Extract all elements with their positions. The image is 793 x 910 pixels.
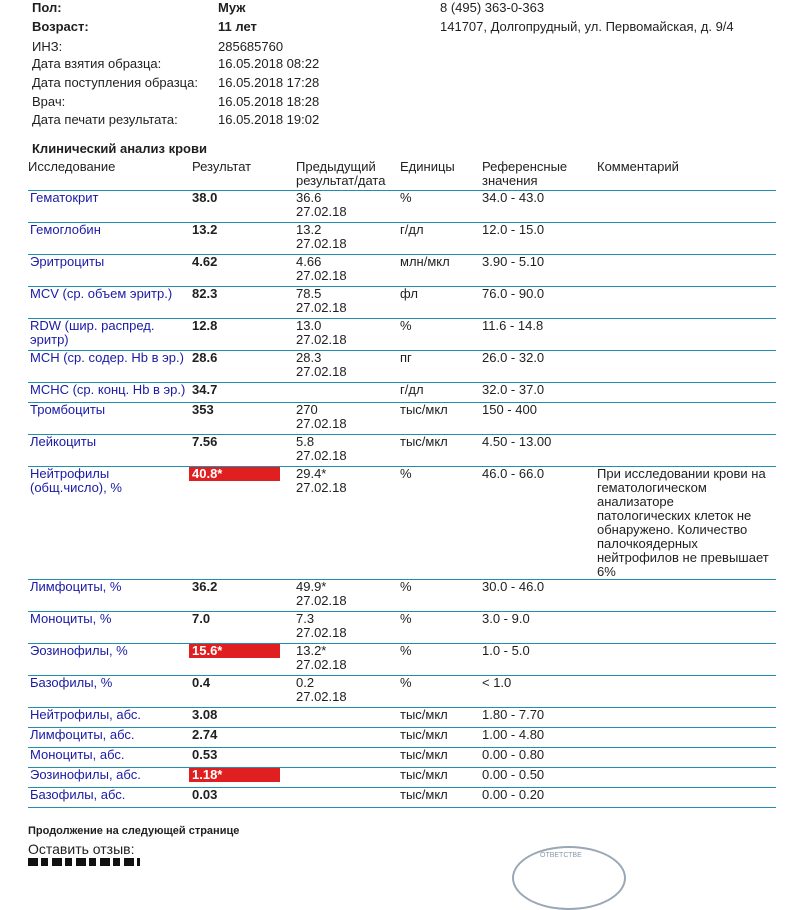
abnormal-flag: 15.6* [189, 644, 280, 658]
doctor-value: 16.05.2018 18:28 [218, 94, 320, 109]
units: % [400, 676, 482, 708]
previous-result [296, 788, 400, 808]
result-value: 13.2 [192, 223, 296, 255]
result-value: 7.0 [192, 612, 296, 644]
previous-result: 0.2 27.02.18 [296, 676, 400, 708]
previous-result [296, 708, 400, 728]
result-value [192, 467, 296, 580]
comment [597, 708, 776, 728]
table-header [28, 160, 776, 191]
test-name[interactable]: Лимфоциты, абс. [28, 728, 192, 748]
previous-result: 270 27.02.18 [296, 403, 400, 435]
reference-range: 46.0 - 66.0 [482, 467, 597, 580]
sample-received-value: 16.05.2018 17:28 [218, 75, 320, 90]
previous-result: 28.3 27.02.18 [296, 351, 400, 383]
reference-range: 0.00 - 0.50 [482, 768, 597, 788]
print-date-label: Дата печати результата: [32, 112, 178, 127]
previous-result: 7.3 27.02.18 [296, 612, 400, 644]
doctor-label: Врач: [32, 94, 66, 109]
previous-result [296, 748, 400, 768]
units: % [400, 580, 482, 612]
lab-phone: 8 (495) 363-0-363 [440, 0, 545, 15]
test-name[interactable]: MCHC (ср. конц. Hb в эр.) [28, 383, 192, 403]
comment [597, 191, 776, 223]
units: тыс/мкл [400, 768, 482, 788]
comment [597, 612, 776, 644]
reference-range: 3.0 - 9.0 [482, 612, 597, 644]
comment [597, 287, 776, 319]
table-row [28, 708, 776, 728]
units: пг [400, 351, 482, 383]
previous-result: 13.0 27.02.18 [296, 319, 400, 351]
lab-address: 141707, Долгопрудный, ул. Первомайская, д. 9/4 [440, 19, 734, 34]
units: % [400, 191, 482, 223]
table-row [28, 644, 776, 676]
units: млн/мкл [400, 255, 482, 287]
abnormal-flag: 1.18* [189, 768, 280, 782]
units: фл [400, 287, 482, 319]
test-name[interactable]: RDW (шир. распред. эритр) [28, 319, 192, 351]
units: тыс/мкл [400, 728, 482, 748]
table-row [28, 351, 776, 383]
sample-received-label: Дата поступления образца: [32, 75, 198, 90]
comment: При исследовании крови на гематологическом анализаторе патологических клеток не обнаружено. Количество палочкоядерных нейтрофилов не превышает 6% [597, 467, 776, 580]
table-row [28, 612, 776, 644]
results-table [28, 160, 776, 808]
result-value: 7.56 [192, 435, 296, 467]
reference-range: 32.0 - 37.0 [482, 383, 597, 403]
result-value: 0.53 [192, 748, 296, 768]
reference-range: 12.0 - 15.0 [482, 223, 597, 255]
reference-range: 150 - 400 [482, 403, 597, 435]
qr-code[interactable] [28, 858, 140, 866]
result-value: 82.3 [192, 287, 296, 319]
previous-result: 29.4* 27.02.18 [296, 467, 400, 580]
reference-range: 3.90 - 5.10 [482, 255, 597, 287]
comment [597, 580, 776, 612]
result-value: 2.74 [192, 728, 296, 748]
table-row [28, 403, 776, 435]
section-title: Клинический анализ крови [32, 141, 207, 156]
table-row [28, 223, 776, 255]
units: % [400, 467, 482, 580]
test-name[interactable]: Гемоглобин [28, 223, 192, 255]
table-row [28, 676, 776, 708]
previous-result [296, 383, 400, 403]
units: тыс/мкл [400, 403, 482, 435]
sex-label: Пол: [32, 0, 62, 15]
reference-range: 76.0 - 90.0 [482, 287, 597, 319]
col-reference: Референсные значения [482, 160, 597, 191]
test-name[interactable]: Базофилы, % [28, 676, 192, 708]
result-value: 38.0 [192, 191, 296, 223]
table-row [28, 287, 776, 319]
table-row [28, 788, 776, 808]
test-name[interactable]: Нейтрофилы, абс. [28, 708, 192, 728]
reference-range: 11.6 - 14.8 [482, 319, 597, 351]
result-value [192, 644, 296, 676]
print-date-value: 16.05.2018 19:02 [218, 112, 320, 127]
reference-range: 1.0 - 5.0 [482, 644, 597, 676]
comment [597, 351, 776, 383]
comment [597, 383, 776, 403]
result-value: 4.62 [192, 255, 296, 287]
col-comment: Комментарий [597, 160, 776, 191]
previous-result: 5.8 27.02.18 [296, 435, 400, 467]
units: г/дл [400, 223, 482, 255]
col-result: Результат [192, 160, 296, 191]
units: тыс/мкл [400, 748, 482, 768]
col-test: Исследование [28, 160, 192, 191]
comment [597, 768, 776, 788]
comment [597, 748, 776, 768]
reference-range: 34.0 - 43.0 [482, 191, 597, 223]
table-row [28, 728, 776, 748]
stamp-text: ОТВЕТСТВЕ [540, 852, 582, 859]
col-units: Единицы [400, 160, 482, 191]
comment [597, 788, 776, 808]
units: тыс/мкл [400, 708, 482, 728]
test-name[interactable]: Базофилы, абс. [28, 788, 192, 808]
previous-result: 4.66 27.02.18 [296, 255, 400, 287]
inz-value: 285685760 [218, 39, 284, 54]
reference-range: 0.00 - 0.80 [482, 748, 597, 768]
test-name[interactable]: Эозинофилы, % [28, 644, 192, 676]
comment [597, 676, 776, 708]
sample-taken-label: Дата взятия образца: [32, 56, 162, 71]
units: % [400, 612, 482, 644]
previous-result [296, 768, 400, 788]
reference-range: < 1.0 [482, 676, 597, 708]
col-previous: Предыдущий результат/дата [296, 160, 400, 191]
comment [597, 319, 776, 351]
abnormal-flag: 40.8* [189, 467, 280, 481]
table-row [28, 467, 776, 580]
previous-result: 13.2* 27.02.18 [296, 644, 400, 676]
test-name[interactable]: Эозинофилы, абс. [28, 768, 192, 788]
previous-result: 36.6 27.02.18 [296, 191, 400, 223]
inz-label: ИНЗ: [32, 39, 63, 54]
result-value: 353 [192, 403, 296, 435]
previous-result [296, 728, 400, 748]
result-value: 36.2 [192, 580, 296, 612]
table-row [28, 580, 776, 612]
units: тыс/мкл [400, 788, 482, 808]
test-name[interactable]: MCH (ср. содер. Hb в эр.) [28, 351, 192, 383]
table-row [28, 748, 776, 768]
comment [597, 255, 776, 287]
units: г/дл [400, 383, 482, 403]
previous-result: 78.5 27.02.18 [296, 287, 400, 319]
table-row [28, 768, 776, 788]
table-row [28, 383, 776, 403]
test-name[interactable]: Моноциты, абс. [28, 748, 192, 768]
reference-range: 4.50 - 13.00 [482, 435, 597, 467]
reference-range: 1.80 - 7.70 [482, 708, 597, 728]
sample-taken-value: 16.05.2018 08:22 [218, 56, 320, 71]
reference-range: 30.0 - 46.0 [482, 580, 597, 612]
comment [597, 644, 776, 676]
table-row [28, 191, 776, 223]
test-name[interactable]: Нейтрофилы (общ.число), % [28, 467, 192, 580]
table-row [28, 319, 776, 351]
test-name[interactable]: Тромбоциты [28, 403, 192, 435]
comment [597, 435, 776, 467]
reference-range: 0.00 - 0.20 [482, 788, 597, 808]
review-link[interactable]: Оставить отзыв: [28, 841, 135, 857]
test-name[interactable]: Моноциты, % [28, 612, 192, 644]
age-label: Возраст: [32, 19, 89, 34]
result-value [192, 768, 296, 788]
reference-range: 26.0 - 32.0 [482, 351, 597, 383]
comment [597, 223, 776, 255]
sex-value: Муж [218, 0, 246, 15]
units: тыс/мкл [400, 435, 482, 467]
result-value: 0.03 [192, 788, 296, 808]
previous-result: 49.9* 27.02.18 [296, 580, 400, 612]
comment [597, 403, 776, 435]
test-name[interactable]: Гематокрит [28, 191, 192, 223]
result-value: 0.4 [192, 676, 296, 708]
table-row [28, 435, 776, 467]
age-value: 11 лет [218, 19, 257, 34]
result-value: 3.08 [192, 708, 296, 728]
table-row [28, 255, 776, 287]
test-name[interactable]: Эритроциты [28, 255, 192, 287]
result-value: 28.6 [192, 351, 296, 383]
units: % [400, 319, 482, 351]
result-value: 12.8 [192, 319, 296, 351]
result-value: 34.7 [192, 383, 296, 403]
continued-note: Продолжение на следующей странице [28, 825, 240, 837]
test-name[interactable]: Лейкоциты [28, 435, 192, 467]
test-name[interactable]: MCV (ср. объем эритр.) [28, 287, 192, 319]
test-name[interactable]: Лимфоциты, % [28, 580, 192, 612]
previous-result: 13.2 27.02.18 [296, 223, 400, 255]
comment [597, 728, 776, 748]
units: % [400, 644, 482, 676]
reference-range: 1.00 - 4.80 [482, 728, 597, 748]
